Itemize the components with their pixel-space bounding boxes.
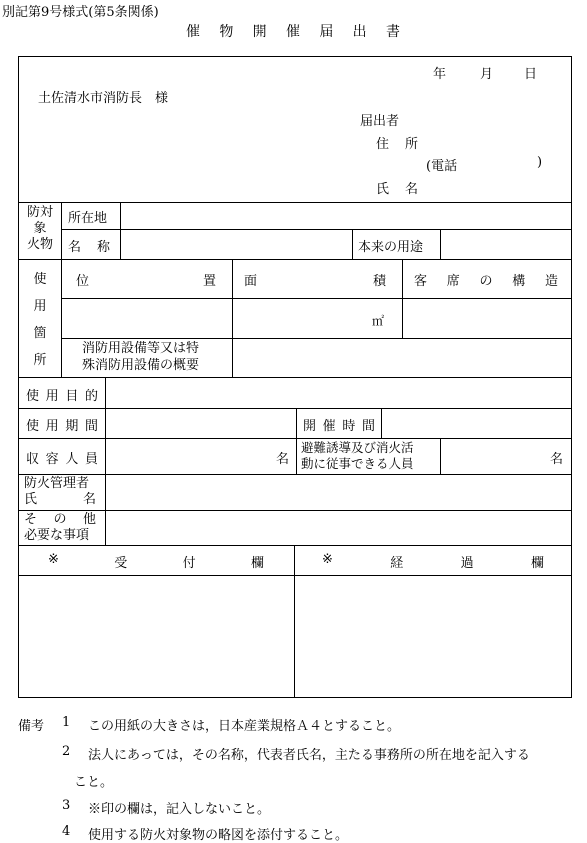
area-char: 面 (244, 274, 258, 289)
name-label-char: 名 (404, 182, 418, 197)
capacity-char: 員 (84, 452, 98, 467)
position-label (76, 270, 216, 289)
reception-char: 欄 (250, 556, 264, 571)
evac-line: 動に従事できる人員 (301, 456, 414, 471)
reception-char: 受 (114, 556, 128, 571)
title-char: 催 (285, 24, 300, 40)
note-number: 4 (62, 824, 71, 839)
note-text: ※印の欄は，記入しないこと。 (88, 802, 271, 817)
other-label (24, 512, 100, 544)
hours-char: 開 (303, 419, 317, 434)
reception-char: ※ (48, 552, 59, 567)
equipment-line: 消防用設備等又は特 (82, 341, 200, 356)
period-char: 用 (45, 419, 59, 434)
note-number: 3 (62, 798, 71, 813)
seat-structure-label (414, 270, 558, 289)
seat-char: 造 (544, 274, 558, 289)
applicant-heading: 届出者 (360, 114, 400, 129)
progress-char: 過 (460, 556, 474, 571)
purpose-char: 的 (84, 389, 98, 404)
usage-side-char: 使 (33, 272, 47, 287)
usage-side-char: 所 (33, 353, 47, 368)
capacity-char: 人 (65, 452, 79, 467)
purpose-char: 目 (65, 389, 79, 404)
period-char: 期 (65, 419, 79, 434)
fire-manager-label (24, 476, 100, 508)
fire-manager-line1: 防火管理者 (24, 476, 90, 491)
hours-char: 催 (322, 419, 336, 434)
capacity-unit: 名 (276, 452, 290, 467)
other-char: そ (24, 512, 38, 527)
seat-char: 客 (414, 274, 428, 289)
evac-unit: 名 (550, 452, 564, 467)
phone-close: ) (537, 155, 543, 170)
equipment-label (82, 340, 199, 374)
seat-char: 構 (512, 274, 526, 289)
progress-char: ※ (322, 552, 333, 567)
area-unit: ㎡ (372, 314, 385, 328)
title-char: 書 (385, 24, 400, 40)
area-char: 積 (372, 274, 386, 289)
address-label (376, 133, 418, 152)
note-text-continued: こと。 (74, 775, 114, 790)
manager-name-char: 名 (82, 492, 96, 507)
period-char: 使 (26, 419, 40, 434)
capacity-label (26, 448, 98, 467)
title-char: 催 (186, 24, 200, 40)
original-use-label: 本来の用途 (358, 240, 424, 255)
other-char: の (53, 512, 67, 527)
hours-char: 時 (342, 419, 356, 434)
seat-char: の (479, 274, 493, 289)
progress-char: 欄 (530, 556, 544, 571)
target-name-char: 称 (96, 240, 110, 255)
title-char: 出 (352, 24, 367, 40)
usage-side-char: 用 (33, 299, 47, 314)
address-label-char: 所 (404, 137, 418, 152)
hours-label (303, 415, 375, 434)
other-line1 (24, 512, 96, 528)
target-side-label (22, 205, 58, 253)
position-char: 位 (76, 274, 90, 289)
progress-char: 経 (390, 556, 404, 571)
evac-line: 避難誘導及び消火活 (301, 440, 414, 455)
note-text: 法人にあっては，その名称，代表者氏名，主たる事務所の所在地を記入する (88, 748, 530, 763)
location-label: 所在地 (68, 211, 108, 226)
purpose-label (26, 385, 98, 404)
target-side-line: 防対 (26, 205, 53, 220)
period-label (26, 415, 98, 434)
capacity-char: 収 (26, 452, 40, 467)
evac-staff-label (301, 440, 414, 472)
target-side-line: 火物 (26, 237, 53, 252)
name-label-char: 氏 (376, 182, 390, 197)
seat-char: 席 (446, 274, 460, 289)
manager-name-char: 氏 (24, 492, 38, 507)
note-number: 1 (62, 715, 71, 730)
note-text: 使用する防火対象物の略図を添付すること。 (88, 828, 349, 843)
target-side-line: 象 (33, 221, 47, 236)
date-year: 年 (433, 67, 447, 82)
equipment-line: 殊消防用設備の概要 (82, 358, 200, 373)
phone-label: (電話 (426, 159, 458, 174)
purpose-char: 用 (45, 389, 59, 404)
capacity-char: 容 (45, 452, 59, 467)
name-label (376, 178, 418, 197)
purpose-char: 使 (26, 389, 40, 404)
title-char: 物 (219, 24, 234, 40)
target-name-char: 名 (68, 240, 82, 255)
page-title (186, 21, 400, 41)
reception-char: 付 (182, 556, 196, 571)
position-char: 置 (202, 274, 216, 289)
hours-char: 間 (361, 419, 375, 434)
other-line2: 必要な事項 (24, 528, 90, 543)
title-char: 開 (252, 24, 267, 40)
other-char: 他 (82, 512, 96, 527)
date-month: 月 (480, 67, 494, 82)
target-name-label (68, 236, 110, 255)
date-day: 日 (524, 67, 538, 82)
address-label-char: 住 (376, 137, 390, 152)
form-label: 別記第9号様式(第5条関係) (2, 5, 159, 20)
note-text: この用紙の大きさは，日本産業規格Ａ４とすること。 (88, 719, 401, 734)
usage-side-char: 箇 (33, 326, 47, 341)
note-number: 2 (62, 744, 71, 759)
addressee: 土佐清水市消防長 様 (38, 91, 169, 106)
usage-side-label (22, 266, 58, 374)
fire-manager-line2 (24, 492, 96, 508)
reception-label (48, 552, 264, 571)
progress-label (322, 552, 544, 571)
period-char: 間 (84, 419, 98, 434)
notes-heading: 備考 (18, 719, 45, 734)
title-char: 届 (319, 24, 334, 40)
area-label (244, 270, 386, 289)
